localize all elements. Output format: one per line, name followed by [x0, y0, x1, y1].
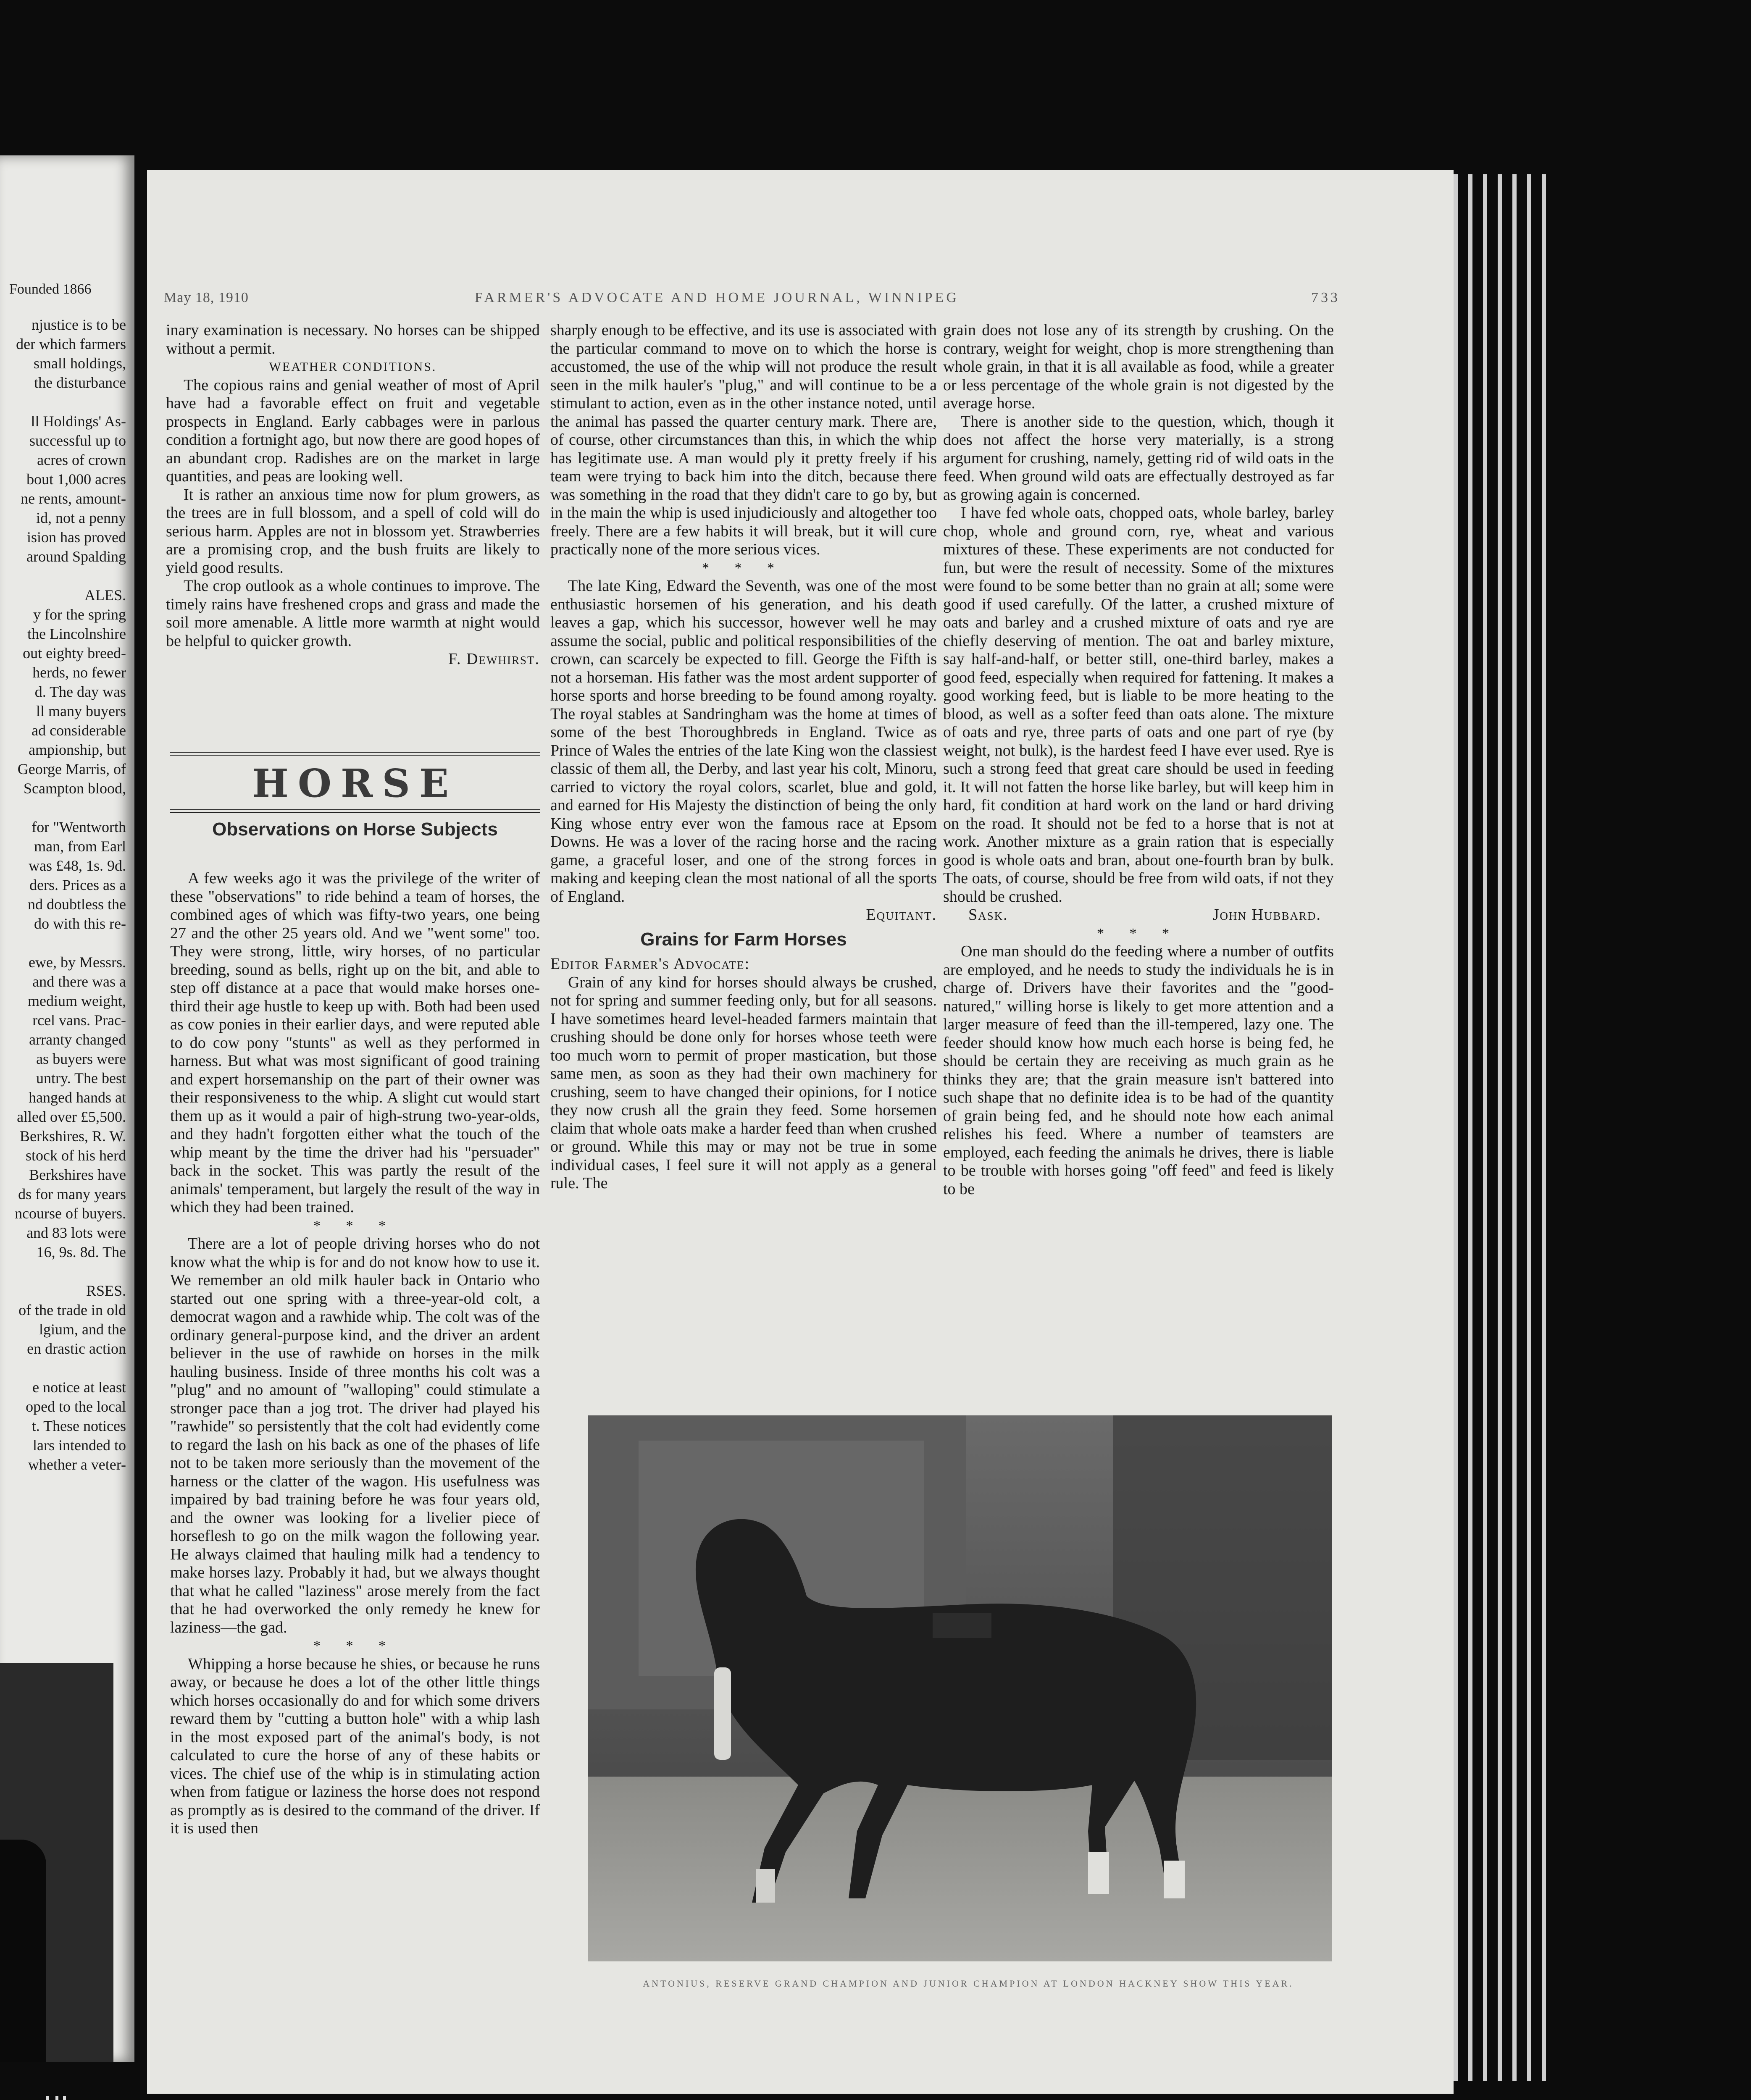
left-page-line: successful up to — [29, 432, 126, 449]
left-page-line: stock of his herd — [26, 1147, 126, 1164]
left-page-line: ampionship, but — [29, 741, 126, 758]
photo-caption: ANTONIUS, RESERVE GRAND CHAMPION AND JUNIOR CHAMPION AT LONDON HACKNEY SHOW THIS YEAR. — [643, 1978, 1294, 1989]
left-page-line: ewe, by Messrs. — [29, 954, 126, 971]
left-page-line: man, from Earl — [34, 838, 126, 855]
section-break: * * * — [313, 1638, 397, 1654]
paragraph: I have fed whole oats, chopped oats, whole barley, barley chop, whole and ground corn, rye, wheat and various mixtures of these. These experiments are not conducted for fun, but were the result of necessity. Some of the mixtures were found to be some better than no grain at all; some were good if used carefully. Of the latter, a crushed mixture of oats and barley and a crushed mixture of oats and rye are chiefly deserving of mention. The oat and barley mixture, say half-and-half, or better still, one-third barley, makes a good feed, especially when required for fattening. It makes a good working feed, but is liable to be more heating to the blood, as well as a softer feed than oats alone. The mixture of oats and rye, three parts of oats and one part of rye (by weight, not bulk), is the hardest feed I have ever used. Rye is such a strong feed that great care should be used in feeding it. It will not fatten the horse like barley, but will keep him in hard, fit condition at hard work on the land or hard driving on the road. It should not be fed to a horse that is not at work. Another mixture as a grain ration that is especially good is whole oats and bran, about one-fourth bran by bulk. The oats, of course, should be free from wild oats, if not they should be crushed. — [943, 504, 1334, 906]
left-page-line: bout 1,000 acres — [26, 471, 126, 488]
left-page-line: around Spalding — [26, 548, 126, 565]
left-page-header: Founded 1866 — [9, 281, 92, 297]
left-page-line: was £48, 1s. 9d. — [29, 857, 126, 874]
left-page-line: y for the spring — [33, 606, 126, 623]
left-page-line: for "Wentworth — [32, 819, 126, 835]
section-heading: HORSE — [252, 761, 458, 806]
section-break: * * * — [702, 560, 785, 576]
left-page-text — [0, 315, 126, 1474]
left-page-line: Berkshires, R. W. — [19, 1128, 126, 1144]
left-page-line: ad considerable — [32, 722, 126, 739]
left-page-line: lars intended to — [33, 1437, 126, 1454]
left-page-line: out eighty breed- — [23, 645, 126, 662]
column-2 — [550, 321, 937, 1193]
left-page-line: arranty changed — [29, 1031, 126, 1048]
issue-date: May 18, 1910 — [164, 290, 249, 305]
left-page-line: the Lincolnshire — [27, 625, 126, 642]
signature-name: John Hubbard. — [1212, 906, 1321, 924]
horse-illustration — [588, 1415, 1332, 1961]
left-page-line — [0, 566, 126, 585]
paragraph: grain does not lose any of its strength by crushing. On the contrary, weight for weight, chop is more strengthening than whole grain, in that it is all available as food, while a greater or less percentage of the whole grain is not digested by the average horse. — [943, 321, 1334, 412]
article-title-observations: Observations on Horse Subjects — [212, 819, 498, 840]
left-page-line: nd doubtless the — [28, 896, 126, 913]
left-page-line: George Marris, of — [17, 761, 126, 777]
left-page-photo — [0, 1663, 113, 2062]
left-page-line — [0, 798, 126, 817]
left-page-line: and there was a — [32, 973, 126, 990]
left-page-line: alled over £5,500. — [17, 1108, 126, 1125]
left-page-line: rcel vans. Prac- — [32, 1012, 126, 1029]
left-page-line: ds for many years — [18, 1186, 126, 1202]
column-1-body — [170, 869, 540, 1838]
left-page-line — [0, 1262, 126, 1281]
left-page-line: ne rents, amount- — [21, 490, 126, 507]
left-page-line: ders. Prices as a — [29, 877, 126, 893]
left-page-line: do with this re- — [34, 915, 126, 932]
left-page-line: medium weight, — [28, 992, 126, 1009]
column-1-top — [166, 321, 540, 669]
paragraph: It is rather an anxious time now for plum growers, as the trees are in full blossom, and a spell of cold will do serious harm. Apples are not in blossom yet. Strawberries are a promising crop, and the bush fruits are likely to yield good results. — [166, 486, 540, 577]
paragraph: There is another side to the question, which, though it does not affect the horse very materially, is a strong argument for crushing, namely, getting rid of wild oats in the feed. When ground wild oats are effectually destroyed as far as growing again is concerned. — [943, 412, 1334, 504]
left-page-line: untry. The best — [36, 1070, 126, 1087]
paragraph: inary examination is necessary. No horses can be shipped without a permit. — [166, 321, 540, 357]
left-page-line: ncourse of buyers. — [15, 1205, 126, 1222]
page-stack-edges — [1445, 174, 1584, 2081]
left-page-line: lgium, and the — [39, 1321, 126, 1338]
left-page-line: RSES. — [86, 1282, 126, 1299]
left-page-line — [0, 392, 126, 412]
paragraph: There are a lot of people driving horses who do not know what the whip is for and do not know how to use it. We remember an old milk hauler back in Ontario who started out one spring with a three-year-old colt, a democrat wagon and a rawhide whip. The colt was of the ordinary general-purpose kind, and the driver an ardent believer in the use of rawhide on horses in the milk hauling business. Inside of three months his colt was a "plug" and no amount of "walloping" could stimulate a stronger pace than a jog trot. The driver had played his "rawhide" so persistently that the colt had evidently come to regard the lash on his back as one of the phases of life not to be taken more seriously than the movement of the harness or the clatter of the wagon. His usefulness was impaired by bad training before he was four years old, and the owner was looking for a livelier piece of horseflesh to go on the milk wagon the following year. He always claimed that hauling milk had a tendency to make horses lazy. Probably it had, but we always thought that what he called "laziness" arose merely from the fact that he had overworked the only remedy he knew for laziness—the gad. — [170, 1235, 540, 1636]
left-page-line: 16, 9s. 8d. The — [36, 1244, 126, 1260]
left-page-line: acres of crown — [37, 452, 126, 468]
left-page-line: whether a veter- — [28, 1456, 126, 1473]
signature-place: Sask. — [968, 906, 1008, 924]
section-break: * * * — [313, 1218, 397, 1234]
left-page-line: oped to the local — [26, 1398, 126, 1415]
running-header — [164, 290, 1340, 315]
article-title-grains: Grains for Farm Horses — [640, 929, 847, 950]
paragraph: sharply enough to be effective, and its use is associated with the particular command to move on to which the horse is accustomed, the use of the whip will not produce the result seen in the milk hauler's "plug," and will continue to be a stimulant to action, even as in the other instance noted, until the animal has passed the quarter century mark. There are, of course, other circumstances than this, in which the whip has legitimate use. A man would ply it pretty freely if his team were trying to back him into the ditch, because there was something in the road that they didn't care to go by, but in the main the whip is used injudiciously and altogether too freely. There are a few habits it will break, but it will cure practically none of the more serious vices. — [550, 321, 937, 558]
author-signature: F. Dewhirst. — [448, 650, 540, 668]
left-page-line: der which farmers — [16, 336, 126, 352]
left-page-line — [0, 933, 126, 953]
left-page-line: Berkshires have — [29, 1166, 126, 1183]
left-page-line — [0, 1358, 126, 1378]
left-page-line: ll Holdings' As- — [31, 413, 126, 430]
column-3 — [943, 321, 1334, 1198]
rule-bottom — [170, 809, 540, 813]
horse-section-header — [170, 752, 540, 847]
left-page-line: of the trade in old — [18, 1302, 126, 1318]
paragraph: The copious rains and genial weather of most of April have had a favorable effect on fruit and vegetable prospects in England. Early cabbages were in parlous condition a fortnight ago, but now there are good hopes of an abundant crop. Radishes are on the market in large quantities, and peas are looking well. — [166, 376, 540, 485]
paragraph: The crop outlook as a whole continues to improve. The timely rains have freshened crops and grass and made the soil more amenable. A little more warmth at night would be helpful to quicker growth. — [166, 577, 540, 650]
left-page-line: the disturbance — [34, 374, 126, 391]
left-page-line: ALES. — [84, 587, 126, 604]
left-page-line: as buyers were — [36, 1050, 126, 1067]
left-page-line: hanged hands at — [29, 1089, 126, 1106]
subheading-weather: WEATHER CONDITIONS. — [269, 360, 437, 374]
salutation: Editor Farmer's Advocate: — [550, 955, 750, 973]
page-number: 733 — [1311, 290, 1340, 305]
left-page-line: herds, no fewer — [32, 664, 126, 681]
left-page-line: en drastic action — [27, 1340, 126, 1357]
left-page-line: Scampton blood, — [24, 780, 126, 797]
author-signature: Equitant. — [866, 906, 937, 924]
left-page-line: d. The day was — [34, 683, 126, 700]
paragraph: Grain of any kind for horses should always be crushed, not for spring and summer feeding only, but for all seasons. I have sometimes heard level-headed farmers maintain that crushing should be done only for horses whose teeth were too much worn to permit of proper mastication, but those same men, as soon as they had their own machinery for crushing, seem to have changed their opinions, for I notice they now crush all the grain they feed. Some horsemen claim that whole oats make a harder feed than when crushed or ground. While this may or may not be true in some individual cases, I feel sure it will not apply as a general rule. The — [550, 973, 937, 1192]
left-facing-page — [0, 155, 134, 2062]
paragraph: A few weeks ago it was the privilege of the writer of these "observations" to ride behind a team of horses, the combined ages of which was fifty-two years, one being 27 and the other 25 years old. And we "went some" too. They were strong, little, wiry horses, of no particular breeding, sound as bells, right up on the bit, and able to step off distance at a pace that would make horses one-third their age hustle to keep up with. Both had been used as cow ponies in their earlier days, and were reputed able to do cow pony "stunts" as well as they performed in harness. But what was most significant of good training and expert horsemanship on the part of their owner was their responsiveness to the whip. A slight cut would start them up as it would a pair of high-strung two-year-olds, and they hadn't forgotten either what the touch of the whip meant by the time the driver had his "persuader" back in the socket. This was partly the result of the animals' temperament, but largely the result of the way in which they had been trained. — [170, 869, 540, 1216]
left-page-line: small holdings, — [33, 355, 126, 372]
left-page-line: id, not a penny — [36, 509, 126, 526]
author-signature — [943, 906, 1334, 924]
left-page-line: ll many buyers — [36, 703, 126, 719]
left-page-line: ision has proved — [27, 529, 126, 546]
left-page-line: t. These notices — [32, 1418, 126, 1434]
left-page-line: and 83 lots were — [26, 1224, 126, 1241]
journal-title: FARMER'S ADVOCATE AND HOME JOURNAL, WINNIPEG — [475, 290, 959, 305]
binding-edge — [46, 2096, 67, 2100]
left-page-line: e notice at least — [32, 1379, 126, 1396]
rule-top — [170, 752, 540, 756]
paragraph: Whipping a horse because he shies, or because he runs away, or because he does a lot of the other little things which horses occasionally do and for which some drivers reward them by "cutting a button hole" with a whip lash in the most exposed part of the animal's body, is not calculated to cure the horse of any of these habits or vices. The chief use of the whip is in stimulating action when from fatigue or laziness the horse does not respond as promptly as is desired to the command of the driver. If it is used then — [170, 1655, 540, 1837]
paragraph: One man should do the feeding where a number of outfits are employed, and he needs to study the individuals he is in charge of. Drivers have their favorites and the "good-natured," willing horse is likely to get more attention and a larger measure of feed than the ill-tempered, lazy one. The feeder should know how much each horse is being fed, he should be certain they are receiving as much grain as he thinks they are; that the grain measure isn't battered into such shape that no definite idea is to be had of the quantity of grain being fed, and he should note how each animal relishes his feed. Where a number of teamsters are employed, each feeding the animals he drives, there is liable to be trouble with horses going "off feed" and feed is likely to be — [943, 942, 1334, 1198]
paragraph: The late King, Edward the Seventh, was one of the most enthusiastic horsemen of his generation, and his death leaves a gap, which his successor, however well he may assume the social, public and political responsibilities of the crown, can scarcely be expected to fill. George the Fifth is not a horseman. His father was the most ardent supporter of horse sports and horse breeding to be found among royalty. The royal stables at Sandringham was the home at times of some of the best Thoroughbreds in England. Twice as Prince of Wales the entries of the late King won the classiest classic of them all, the Derby, and last year his colt, Minoru, carried to victory the royal colors, scarlet, blue and gold, and earned for His Majesty the distinction of being the only King whose entry ever won the famous race at Epsom Downs. He was a lover of the racing horse and the racing game, a graceful loser, and one of the strong forces in making and keeping clean the most national of all the sports of England. — [550, 577, 937, 906]
section-break: * * * — [1097, 925, 1180, 941]
left-page-line: njustice is to be — [32, 316, 126, 333]
horse-photograph — [588, 1415, 1332, 1961]
